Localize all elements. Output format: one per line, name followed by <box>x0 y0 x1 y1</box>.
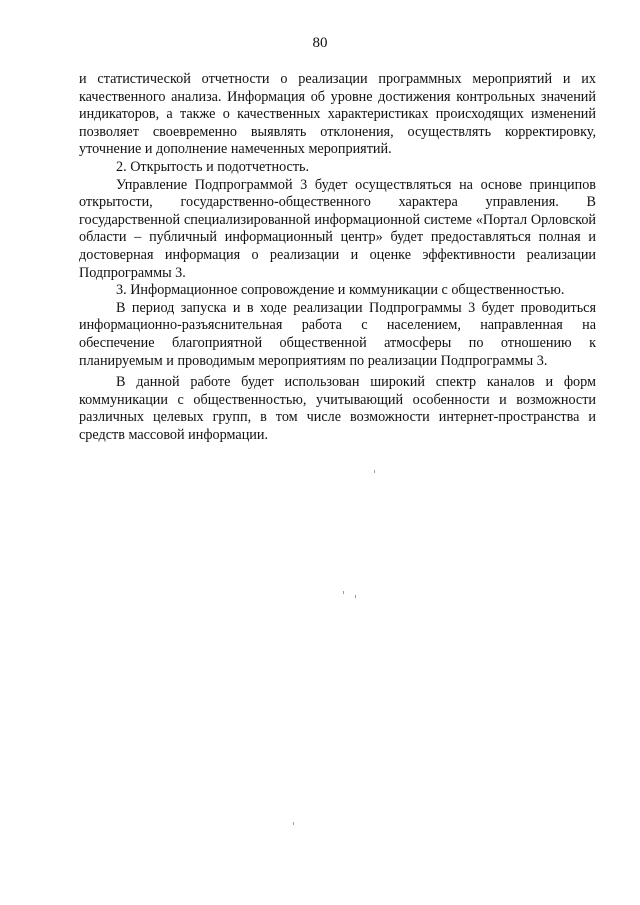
scan-speck <box>343 591 344 594</box>
page-number: 80 <box>312 35 328 51</box>
scan-speck <box>374 470 375 473</box>
paragraph-heading-communication: 3. Информационное сопровождение и коммуникации с общественностью. <box>116 282 565 299</box>
paragraph-reporting-continuation: и статистической отчетности о реализации программных мероприятий и их качественного анализа. Информация об уровне достижения контрольных значений индикаторов, а также о качественных характеристиках происходящих изменений позволяет своевременно выявлять отклонения, осуществлять корректировку, уточнение и дополнение намеченных мероприятий. <box>79 71 596 158</box>
paragraph-communication-channels: В данной работе будет использован широкий спектр каналов и форм коммуникации с общественностью, учитывающий особенности и возможности различных целевых групп, в том числе возможности интернет-пространства и средств массовой информации. <box>79 374 596 443</box>
paragraph-outreach-work: В период запуска и в ходе реализации Подпрограммы 3 будет проводиться информационно-разъяснительная работа с населением, направленная на обеспечение благоприятной общественной атмосферы по отношению к планируемым и проводимым мероприятиям по реализации Подпрограммы 3. <box>79 299 596 369</box>
scan-speck <box>293 822 294 825</box>
paragraph-heading-openness: 2. Открытость и подотчетность. <box>116 158 310 175</box>
scan-speck <box>355 595 356 598</box>
paragraph-management-openness: Управление Подпрограммой 3 будет осуществляться на основе принципов открытости, государственно-общественного характера управления. В государственной специализированной информационной системе «Портал Орловской области – публичный информационный центр» будет предоставляться полная и достоверная информация о реализации и оценке эффективности реализации Подпрограммы 3. <box>79 176 596 281</box>
document-body <box>79 71 596 444</box>
